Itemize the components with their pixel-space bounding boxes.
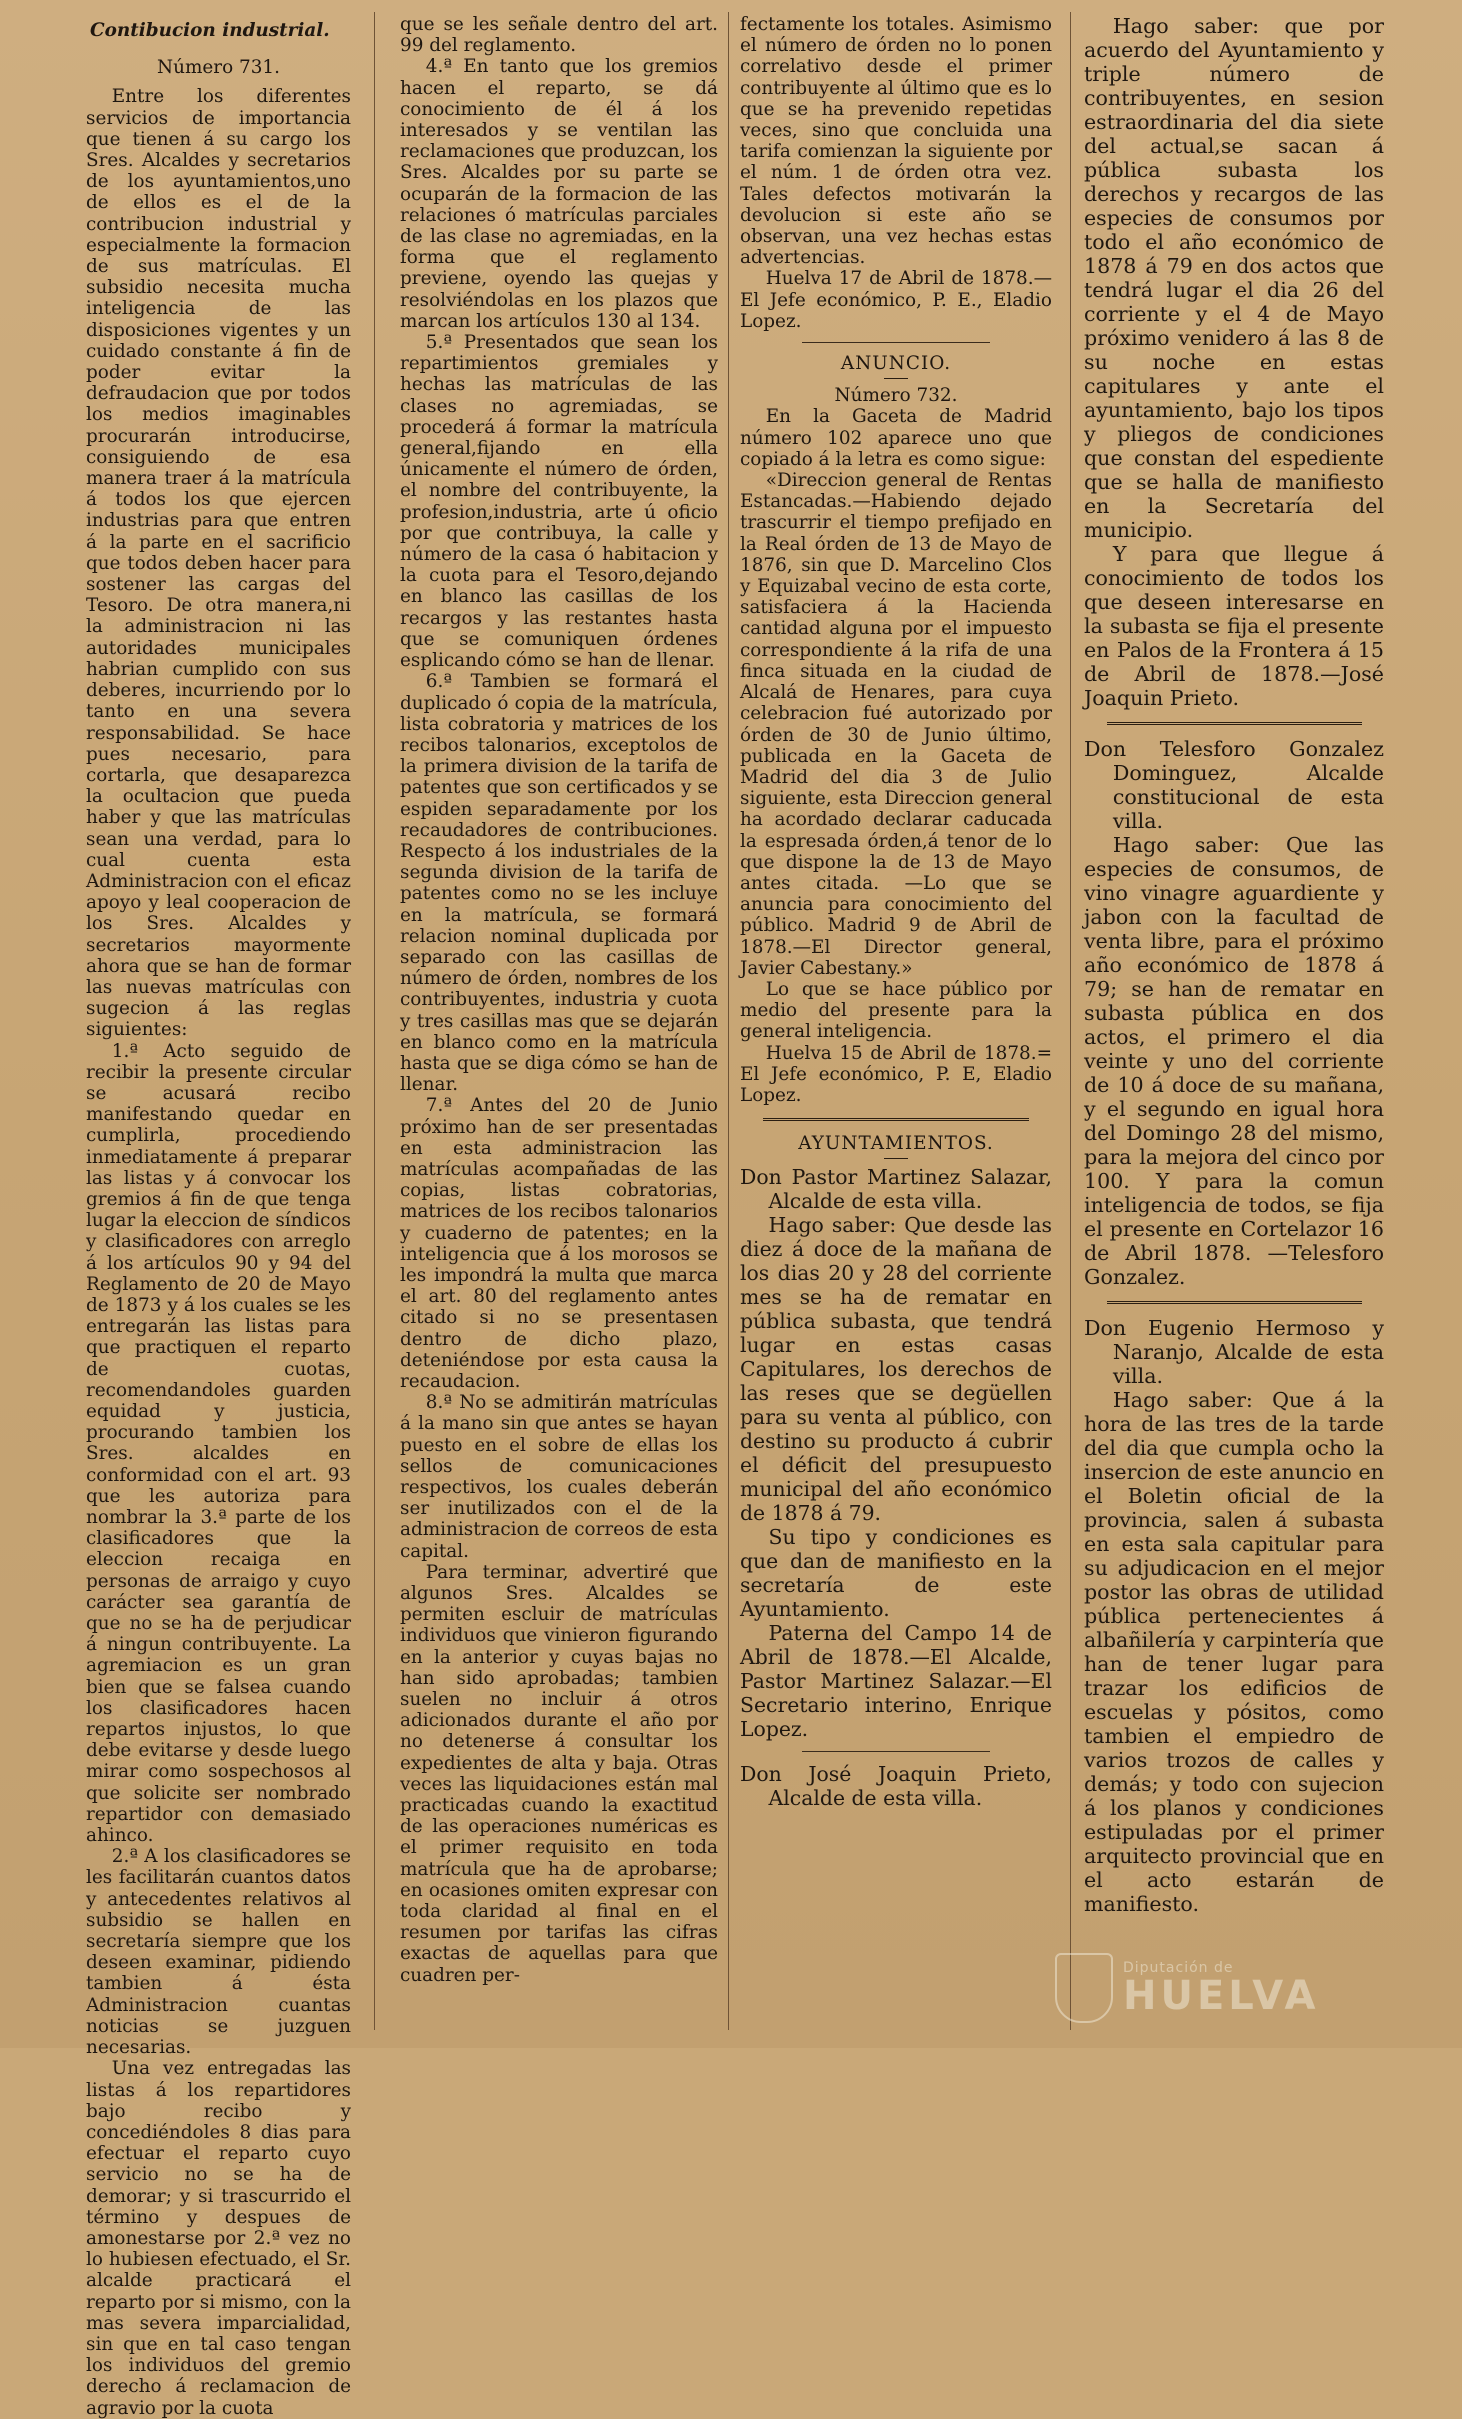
section-title: Contibucion industrial.: [90, 20, 330, 41]
ayuntamientos-block: [740, 1165, 1052, 1810]
separator: [884, 1158, 908, 1159]
shield-icon: [1055, 1953, 1113, 2023]
paragraph: Don Telesforo Gonzalez Dominguez, Alcalde constitucional de esta villa.: [1084, 737, 1384, 833]
paragraph: Hago saber: Que desde las diez á doce de la mañana de los dias 20 y 28 del corriente mes se ha de rematar en pública subasta, que tendrá lugar en estas casas Capitulares, los derechos de las reses que se degüellen para su venta al público, con destino su producto á cubrir el déficit del presupuesto municipal del año económico de 1878 á 79.: [740, 1213, 1052, 1526]
watermark-text: [1123, 1960, 1320, 2019]
notice-number: Número 731.: [157, 57, 280, 79]
watermark-big: HUELVA: [1123, 1973, 1320, 2019]
column-4: [1084, 14, 1384, 2028]
signature-paragraph: Huelva 17 de Abril de 1878.—El Jefe económico, P. E., Eladio Lopez.: [740, 268, 1052, 332]
anuncio-heading: ANUNCIO.: [840, 353, 952, 375]
separator: [1107, 722, 1362, 725]
paragraph: Una vez entregadas las listas á los repartidores bajo recibo y concediéndoles 8 dias para efectuar el reparto cuyo servicio no se ha de demorar; y si trascurrido el término y despues de amonestarse por 2.ª vez no lo hubiesen efectuado, el Sr. alcalde practicará el reparto por si mismo, con la mas severa imparcialidad, sin que en tal caso tengan los individuos del gremio derecho á reclamacion de agravio por la cuota: [86, 2058, 351, 2419]
paragraph: fectamente los totales. Asimismo el número de órden no lo ponen correlativo desde el primer contribuyente al último que es lo que se ha prevenido repetidas veces, sino que concluida una tarifa comienzan la siguiente por el núm. 1 de órden otra vez. Tales defectos motivarán la devolucion si este año se observan, una vez hechas estas advertencias.: [740, 14, 1052, 269]
paragraph: Don Pastor Martinez Salazar, Alcalde de esta villa.: [740, 1165, 1052, 1214]
archive-watermark: [1055, 1948, 1405, 2028]
paragraph: 1.ª Acto seguido de recibir la presente circular se acusará recibo manifestando quedar en cumplirla, procediendo inmediatamente á preparar las listas y á convocar los gremios á fin de que tenga lugar la eleccion de síndicos y clasificadores con arreglo á los artículos 90 y 94 del Reglamento de 20 de Mayo de 1873 y á los cuales se les entregarán las listas para que practiquen el reparto de cuotas, recomendandoles guarden equidad y justicia, procurando tambien los Sres. alcaldes en conformidad con el art. 93 que les autoriza para nombrar la 3.ª parte de los clasificadores que la eleccion recaiga en personas de arraigo y cuyo carácter sea garantía de que no se ha de perjudicar á ningun contribuyente. La agremiacion es un gran bien que se falsea cuando los clasificadores hacen repartos injustos, lo que debe evitarse y desde luego mirar como sospechosos al que solicite ser nombrado repartidor con demasiado ahinco.: [86, 1040, 351, 1847]
column-rule: [1070, 12, 1071, 2030]
paragraph: Paterna del Campo 14 de Abril de 1878.—El Alcalde, Pastor Martinez Salazar.—El Secretario interino, Enrique Lopez.: [740, 1621, 1052, 1742]
paragraph: «Direccion general de Rentas Estancadas.—Habiendo dejado trascurrir el tiempo prefijado en la Real órden de 13 de Mayo de 1876, sin que D. Marcelino Clos y Equizabal vecino de esta corte, satisfaciera á la Hacienda cantidad alguna por el impuesto correspondiente á la rifa de una finca situada en la ciudad de Alcalá de Henares, para cuya celebracion fué autorizado por órden de 30 de Junio último, publicada en la Gaceta de Madrid del dia 3 de Julio siguiente, esta Direccion general ha acordado declarar caducada la espresada órden,á tenor de lo que dispone la de 13 de Mayo antes citada. —Lo que se anuncia para conocimiento del público. Madrid 9 de Abril de 1878.—El Director general, Javier Cabestany.»: [740, 470, 1052, 979]
paragraph: Para terminar, advertiré que algunos Sres. Alcaldes se permiten escluir de matrículas individuos que vinieron figurando en la anterior y cuyas bajas no han sido aprobadas; tambien suelen no incluir á otros adicionados durante el año por no detenerse á consultar los expedientes de alta y baja. Otras veces las liquidaciones están mal practicadas cuando la exactitud de las operaciones numéricas es el primer requisito en toda matrícula que ha de aprobarse; en ocasiones omiten expresar con toda claridad al final en el resumen por tarifas las cifras exactas de aquellas para que cuadren per-: [400, 1561, 718, 1986]
paragraph: Y para que llegue á conocimiento de todos los que deseen interesarse en la subasta se fija el presente en Palos de la Frontera á 15 de Abril de 1878.—José Joaquin Prieto.: [1084, 542, 1384, 710]
paragraph: 8.ª No se admitirán matrículas á la mano sin que antes se hayan puesto en el sobre de ellas los sellos de comunicaciones respectivos, los cuales deberán ser inutilizados con el de la administracion de correos de esta capital.: [400, 1392, 718, 1562]
paragraph: 2.ª A los clasificadores se les facilitarán cuantos datos y antecedentes relativos al subsidio se hallen en secretaría siempre que los deseen examinar, pidiendo tambien á ésta Administracion cuantas noticias se juzguen necesarias.: [86, 1846, 351, 2059]
paragraph: Lo que se hace público por medio del presente para la general inteligencia.: [740, 978, 1052, 1043]
paragraph: En la Gaceta de Madrid número 102 aparece uno que copiado á la letra es como sigue:: [740, 406, 1052, 470]
column-rule: [374, 12, 375, 2030]
separator: [802, 342, 989, 343]
paragraph: Hago saber: Que las especies de consumos, de vino vinagre aguardiente y jabon con la facultad de venta libre, para el próximo año económico de 1878 á 79; se han de rematar en subasta pública en dos actos, el primero el dia veinte y uno del corriente de 10 á doce de su mañana, y el segundo en igual hora del Domingo 28 del mismo, para la mejora del cinco por 100. Y para la comun inteligencia de todos, se fija el presente en Cortelazor 16 de Abril 1878. —Telesforo Gonzalez.: [1084, 833, 1384, 1289]
column-rule: [728, 12, 729, 2030]
notice-number: Número 732.: [834, 385, 958, 407]
paragraph: Hago saber: que por acuerdo del Ayuntamiento y triple número de contribuyentes, en sesion estraordinaria del dia siete del actual,se sacan á pública subasta los derechos y recargos de las especies de consumos por todo el año económico de 1878 á 79 en dos actos que tendrá lugar el dia 26 del corriente y el 4 de Mayo próximo venidero á las 8 de su noche en estas capitulares y ante el ayuntamiento, bajo los tipos y pliegos de condiciones que constan del espediente que se halla de manifiesto en la Secretaría del municipio.: [1084, 14, 1384, 542]
paragraph: 7.ª Antes del 20 de Junio próximo han de ser presentadas en esta administracion las matrículas acompañadas de las copias, listas cobratorias, matrices de los recibos talonarios y cuaderno de patentes; en la inteligencia que á los morosos se les impondrá la multa que marca el art. 80 del reglamento antes citado si no se presentasen dentro de dicho plazo, deteniéndose por esta causa la recaudacion.: [400, 1095, 718, 1392]
paragraph: Don Eugenio Hermoso y Naranjo, Alcalde de esta villa.: [1084, 1316, 1384, 1388]
column-2: [400, 14, 718, 2028]
paragraph: 5.ª Presentados que sean los repartimientos gremiales y hechas las matrículas de las clases no agremiadas, se procederá á formar la matrícula general,fijando en ella únicamente el número de órden, el nombre del contribuyente, la profesion,industria, arte ú oficio por que contribuya, la calle y número de la casa ó habitacion y la cuota para el Tesoro,dejando en blanco las casillas de los recargos y las restantes hasta que se comuniquen órdenes esplicando cómo se han de llenar.: [400, 332, 718, 672]
column-1: [86, 14, 351, 2419]
watermark-small: Diputación de: [1123, 1960, 1234, 1976]
separator: [884, 378, 908, 379]
ayuntamientos-heading: AYUNTAMIENTOS.: [798, 1133, 994, 1155]
paragraph: Huelva 15 de Abril de 1878.= El Jefe económico, P. E, Eladio Lopez.: [740, 1042, 1052, 1106]
paragraph: Don José Joaquin Prieto, Alcalde de esta villa.: [740, 1762, 1052, 1811]
separator: [1107, 1301, 1362, 1304]
paragraph: Hago saber: Que á la hora de las tres de la tarde del dia que cumpla ocho la insercion de este anuncio en el Boletin oficial de la provincia, salen á subasta en esta sala capitular para su adjudicacion en el mejor postor las obras de utilidad pública pertenecientes á albañilería y carpintería que han de tener lugar para trazar los edificios de escuelas y pósitos, como tambien el empiedro de varios trozos de calles y demás; y todo con sujecion á los planos y condiciones estipuladas por el primer arquitecto provincial que en el acto estarán de manifiesto.: [1084, 1388, 1384, 1916]
separator: [763, 1118, 1028, 1121]
paragraph: Entre los diferentes servicios de importancia que tienen á su cargo los Sres. Alcaldes y secretarios de los ayuntamientos,uno de ellos es el de la contribucion industrial y especialmente la formacion de sus matrículas. El subsidio necesita mucha inteligencia de las disposiciones vigentes y un cuidado constante á fin de poder evitar la defraudacion que por todos los medios imaginables procurarán introducirse, consiguiendo de esa manera traer á la matrícula á todos los que ejercen industrias para que entren á la parte en el sacrificio que todos deben hacer para sostener las cargas del Tesoro. De otra manera,ni la administracion ni las autoridades municipales habrian cumplido con sus deberes, incurriendo por lo tanto en una severa responsabilidad. Se hace pues necesario, para cortarla, que desaparezca la ocultacion que pueda haber y que las matrículas sean una verdad, para lo cual cuenta esta Administracion con el eficaz apoyo y leal cooperacion de los Sres. Alcaldes y secretarios mayormente ahora que se han de formar las nuevas matrículas con sugecion á las reglas siguientes:: [86, 86, 351, 1041]
paragraph: Su tipo y condiciones es que dan de manifiesto en la secretaría de este Ayuntamiento.: [740, 1525, 1052, 1622]
paragraph: 6.ª Tambien se formará el duplicado ó copia de la matrícula, lista cobratoria y matrices de los recibos talonarios, exceptolos de la primera division de la tarifa de patentes que son certificados y se espiden separadamente por los recaudadores de contribuciones. Respecto á los industriales de la segunda division de la tarifa de patentes como no se les incluye en la matrícula, se formará relacion nominal duplicada por separado con las casillas de número de órden, nombres de los contribuyentes, industria y cuota y tres casillas mas que se dejarán en blanco como en la matrícula hasta que se diga cómo se han de llenar.: [400, 671, 718, 1096]
separator: [802, 1751, 989, 1752]
column-3: [740, 14, 1052, 2028]
paragraph: 4.ª En tanto que los gremios hacen el reparto, se dá conocimiento de él á los interesados y se ventilan las reclamaciones que produzcan, los Sres. Alcaldes por su parte se ocuparán de la formacion de las relaciones ó matrículas parciales de las clase no agremiadas, en la forma que el reglamento previene, oyendo las quejas y resolviéndolas en los plazos que marcan los artículos 130 al 134.: [400, 56, 718, 332]
paragraph: que se les señale dentro del art. 99 del reglamento.: [400, 14, 718, 57]
